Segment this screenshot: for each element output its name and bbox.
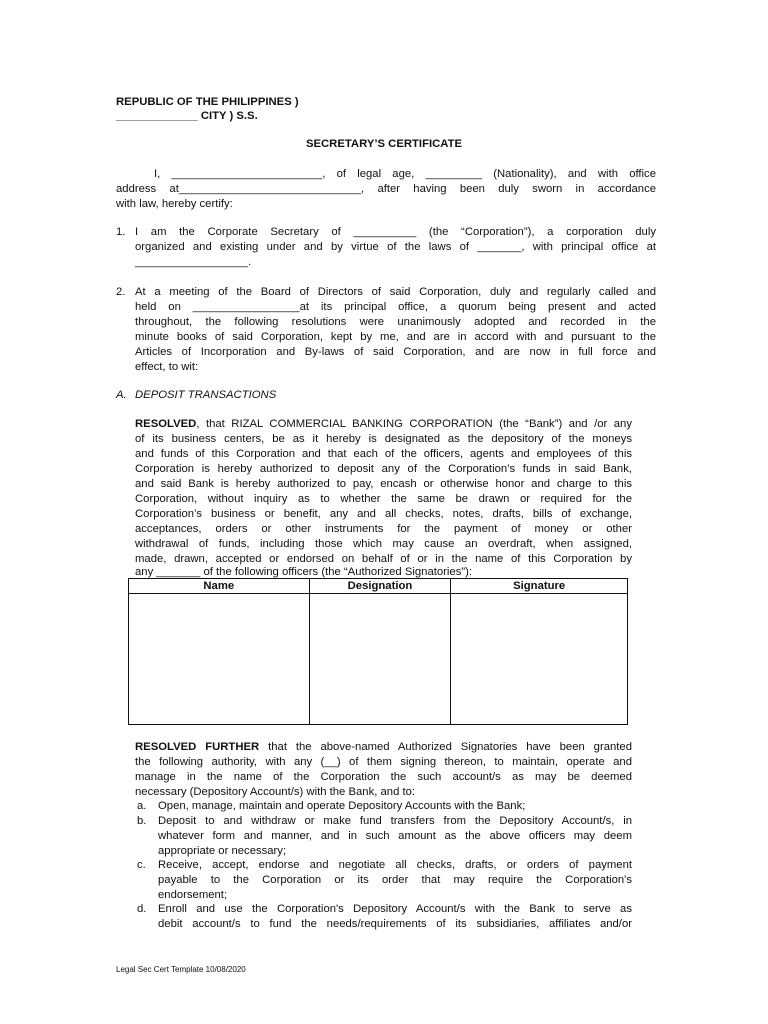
resolved-further-line-4: necessary (Depository Account/s) with the Bank, and to:: [135, 786, 416, 798]
table-row: [129, 594, 628, 725]
resolved-further-lead: RESOLVED FURTHER: [135, 741, 260, 753]
section-a-letter: A.: [116, 389, 127, 401]
sub-item-d-line-2: debit account/s to fund the needs/requirements of its subsidiaries, affiliates and/or: [158, 918, 632, 930]
resolved-further-first-rest: that the above-named Authorized Signatories have been granted: [259, 741, 632, 753]
item1-number: 1.: [116, 226, 126, 238]
table-header-row: [129, 579, 628, 594]
resolved-line-2: of its business centers, be as it hereby is designated as the depository of the moneys: [135, 433, 632, 445]
document-title: SECRETARY’S CERTIFICATE: [305, 138, 463, 150]
item1-line-2: organized and existing under and by virtue of the laws of _______, with principal office at: [135, 241, 656, 253]
intro-line-3: with law, hereby certify:: [116, 198, 233, 210]
sub-item-c-line-2: payable to the Corporation or its order that may require the Corporation's: [158, 874, 632, 886]
item1-line-3: __________________.: [135, 256, 252, 268]
sub-item-a-line-1: Open, manage, maintain and operate Depository Accounts with the Bank;: [158, 800, 526, 812]
resolved-line-1: [135, 417, 632, 431]
footer-template-label: Legal Sec Cert Template 10/08/2020: [116, 965, 246, 974]
resolved-line-9: withdrawal of funds, including those which may cause an overdraft, when assigned,: [135, 538, 632, 550]
sub-item-b-letter: b.: [137, 815, 147, 827]
sub-item-b-line-3: appropriate or necessary;: [158, 845, 287, 857]
item2-line-1: At a meeting of the Board of Directors of said Corporation, duly and regularly called and: [135, 286, 656, 298]
header-city: _____________ CITY ) S.S.: [116, 110, 258, 122]
item2-line-4: minute books of said Corporation, kept by me, and are in accord with and pursuant to the: [135, 331, 656, 343]
header-republic: REPUBLIC OF THE PHILIPPINES ): [116, 96, 299, 108]
sub-item-b-line-1: Deposit to and withdraw or make fund transfers from the Depository Account/s, in: [158, 815, 632, 827]
sub-item-d-line-1: Enroll and use the Corporation's Depository Account/s with the Bank to serve as: [158, 903, 632, 915]
sub-item-a-letter: a.: [137, 800, 147, 812]
resolved-line-7: Corporation’s business or benefit, any and all checks, notes, drafts, bills of exchange,: [135, 508, 632, 520]
resolved-line-11: any _______ of the following officers (the “Authorized Signatories”):: [135, 566, 473, 578]
intro-line-1: I, ________________________, of legal age, _________ (Nationality), and with office: [154, 168, 656, 180]
section-a-title: DEPOSIT TRANSACTIONS: [135, 389, 277, 401]
resolved-line-8: acceptances, orders or other instruments for the payment of money or other: [135, 523, 632, 535]
resolved-line-6: Corporation, without inquiry as to whether the same be drawn or required for the: [135, 493, 632, 505]
item2-line-5: Articles of Incorporation and By-laws of said Corporation, and are now in full force and: [135, 346, 656, 358]
resolved-further-line-2: the following authority, with any (__) of them signing thereon, to maintain, operate and: [135, 756, 632, 768]
designation-cell: [309, 594, 451, 725]
sub-item-c-line-1: Receive, accept, endorse and negotiate all checks, drafts, or orders of payment: [158, 859, 632, 871]
resolved-line-10: made, drawn, accepted or endorsed on behalf of or in the name of this Corporation by: [135, 553, 632, 565]
sub-item-c-line-3: endorsement;: [158, 889, 228, 901]
resolved-lead: RESOLVED: [135, 418, 197, 430]
name-cell: [129, 594, 310, 725]
item2-number: 2.: [116, 286, 126, 298]
sub-item-c-letter: c.: [137, 859, 146, 871]
sub-item-b-line-2: whatever form and manner, and in such amount as the above officers may deem: [158, 830, 632, 842]
item2-line-3: throughout, the following resolutions were unanimously adopted and recorded in the: [135, 316, 656, 328]
authorized-signatories-table: [128, 578, 628, 725]
resolved-further-line-3: manage in the name of the Corporation the such account/s as may be deemed: [135, 771, 632, 783]
column-header-name: Name: [129, 579, 310, 594]
item2-line-6: effect, to wit:: [135, 361, 199, 373]
column-header-signature: Signature: [451, 579, 628, 594]
resolved-further-line-1: [135, 740, 632, 754]
resolved-line-4: Corporation is hereby authorized to deposit any of the Corporation’s funds in said Bank,: [135, 463, 632, 475]
sub-item-d-letter: d.: [137, 903, 147, 915]
resolved-line-3: and funds of this Corporation and that each of the officers, agents and employees of this: [135, 448, 632, 460]
column-header-designation: Designation: [309, 579, 451, 594]
item1-line-1: I am the Corporate Secretary of __________ (the “Corporation”), a corporation duly: [135, 226, 656, 238]
intro-line-2: address at_____________________________, after having been duly sworn in accordance: [116, 183, 656, 195]
resolved-line-5: and said Bank is hereby authorized to pay, encash or otherwise honor and charge to this: [135, 478, 632, 490]
resolved-first-rest: , that RIZAL COMMERCIAL BANKING CORPORATION (the “Bank”) and /or any: [196, 418, 632, 430]
signature-cell: [451, 594, 628, 725]
item2-line-2: held on _________________at its principal office, a quorum being present and acted: [135, 301, 656, 313]
